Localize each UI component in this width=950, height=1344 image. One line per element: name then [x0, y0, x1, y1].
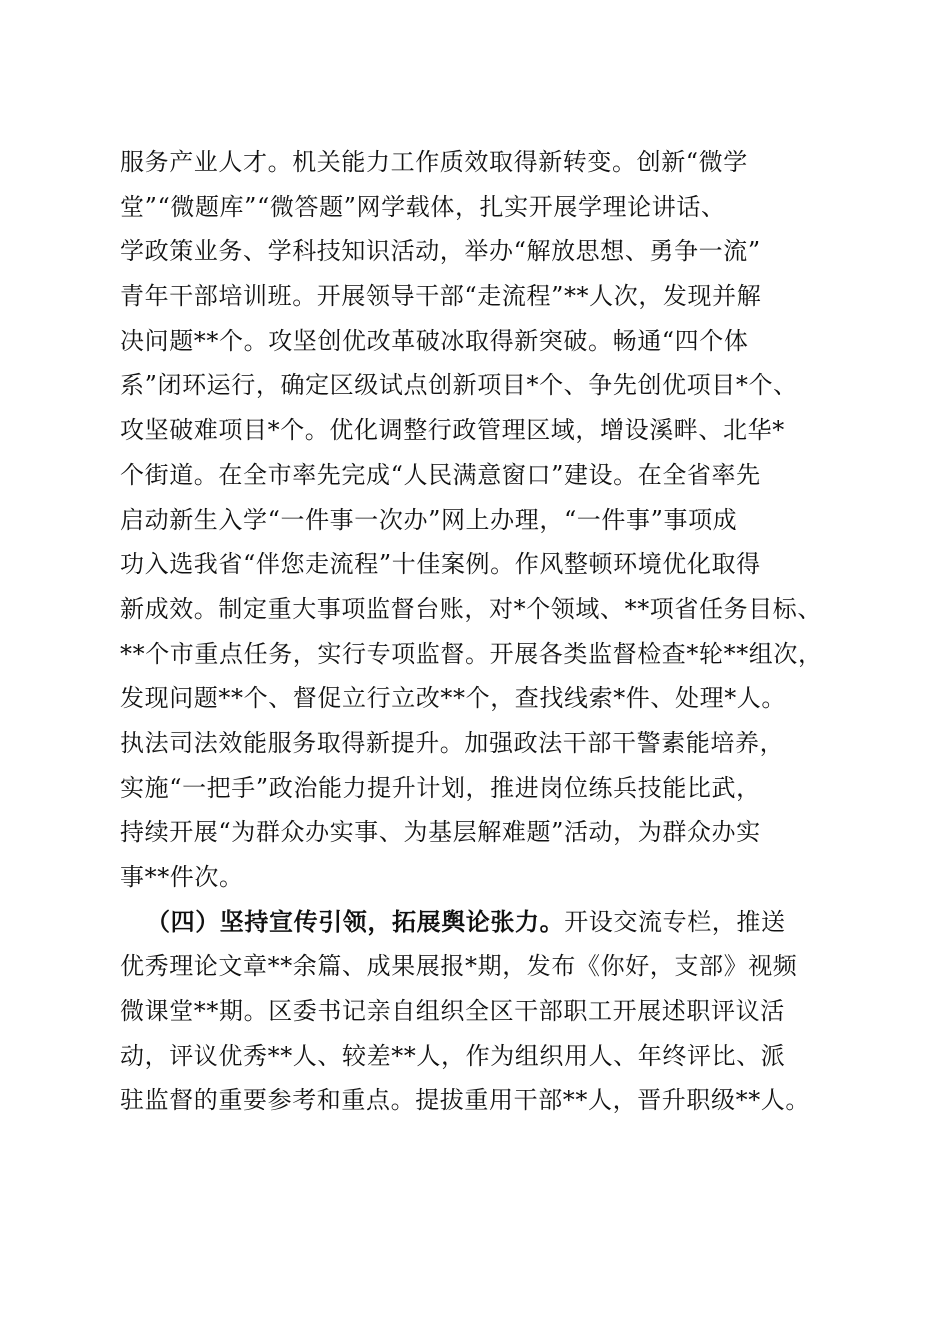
text-line-4: 青年干部培训班。开展领导干部“走流程”**人次，发现并解	[120, 282, 762, 311]
text-line-12: **个市重点任务，实行专项监督。开展各类监督检查*轮**组次，	[120, 639, 823, 668]
section-4-first-line	[120, 900, 840, 945]
section-4-line-5: 驻监督的重要参考和重点。提拔重用干部**人，晋升职级**人。	[120, 1086, 810, 1115]
text-line-16: 持续开展“为群众办实事、为基层解难题”活动，为群众办实	[120, 818, 761, 847]
section-4-line-2: 优秀理论文章**余篇、成果展报*期，发布《你好，支部》视频	[120, 952, 798, 981]
text-line-10: 功入选我省“伴您走流程”十佳案例。作风整顿环境优化取得	[120, 550, 761, 579]
section-4-heading: （四）坚持宣传引领，拓展舆论张力。	[146, 906, 565, 936]
text-line-17: 事**件次。	[120, 863, 244, 891]
text-line-2: 堂”“微题库”“微答题”网学载体，扎实开展学理论讲话、	[120, 192, 726, 221]
text-line-15: 实施“一把手”政治能力提升计划，推进岗位练兵技能比武，	[120, 773, 761, 802]
text-line-11: 新成效。制定重大事项监督台账，对*个领域、**项省任务目标、	[120, 594, 822, 623]
text-line-6: 系”闭环运行，确定区级试点创新项目*个、争先创优项目*个、	[120, 371, 798, 400]
text-line-13: 发现问题**个、督促立行立改**个，查找线索*件、处理*人。	[120, 684, 786, 713]
text-line-7: 攻坚破难项目*个。优化调整行政管理区域，增设溪畔、北华*	[120, 416, 785, 445]
text-line-9: 启动新生入学“一件事一次办”网上办理，“一件事”事项成	[120, 505, 738, 534]
section-4-first-line-text: 开设交流专栏，推送	[564, 907, 786, 936]
body-text	[120, 140, 840, 1123]
section-4-line-4: 动，评议优秀**人、较差**人，作为组织用人、年终评比、派	[120, 1041, 786, 1070]
text-line-3: 学政策业务、学科技知识活动，举办“解放思想、勇争一流”	[120, 237, 761, 266]
text-line-8: 个街道。在全市率先完成“人民满意窗口”建设。在全省率先	[120, 460, 761, 489]
text-line-14: 执法司法效能服务取得新提升。加强政法干部干警素能培养，	[120, 728, 785, 757]
text-line-5: 决问题**个。攻坚创优改革破冰取得新突破。畅通“四个体	[120, 326, 749, 355]
section-4-line-3: 微课堂**期。区委书记亲自组织全区干部职工开展述职评议活	[120, 997, 785, 1026]
text-line-1: 服务产业人才。机关能力工作质效取得新转变。创新“微学	[120, 148, 748, 176]
